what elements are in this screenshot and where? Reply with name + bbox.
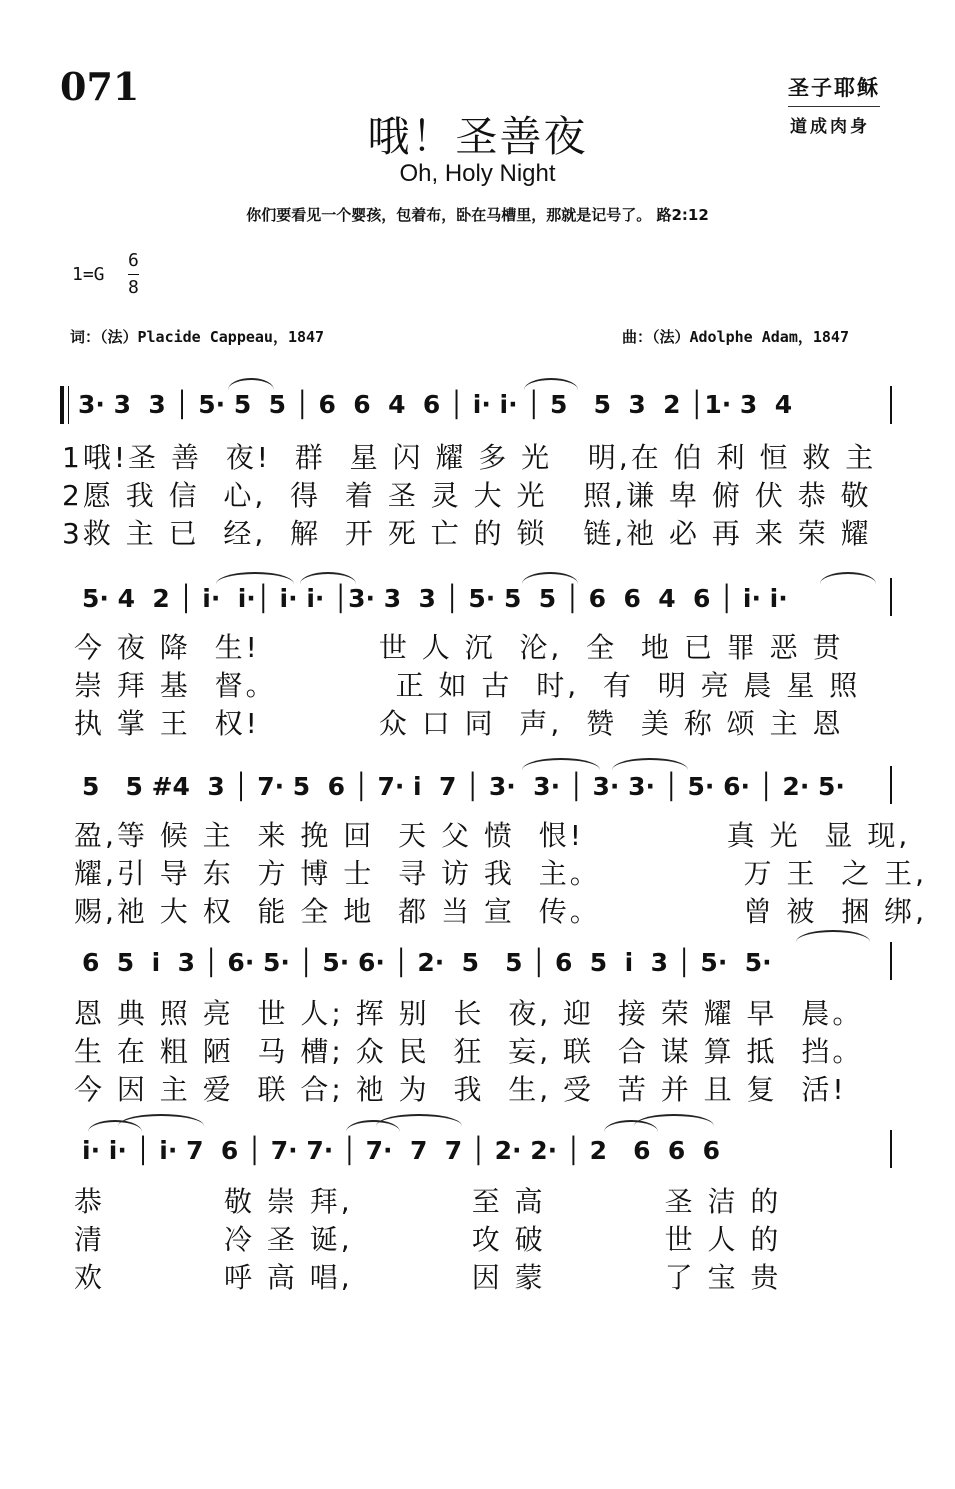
tie-mark (376, 1114, 462, 1126)
notation-row-3: 5 5 #4 3 │ 7· 5 6 │ 7· i 7 │ 3· 3· │ 3· 3· │ 5· 6· │ 2· 5· (82, 772, 845, 801)
tie-mark (300, 572, 356, 584)
lyrics-verse-2: 2愿 我 信 心, 得 着 圣 灵 大 光 照,谦 卑 俯 伏 恭 敬 (62, 479, 872, 512)
hymn-number: 071 (60, 64, 140, 109)
time-signature (128, 248, 139, 301)
tie-mark (820, 572, 876, 584)
repeat-sign (60, 386, 64, 424)
lyrics-verse-3: 执 掌 王 权! 众 口 同 声, 赞 美 称 颂 主 恩 (74, 707, 844, 740)
notation-row-2: 5· 4 2 │ i· i·│ i· i· │3· 3 3 │ 5· 5 5 │ 6 6 4 6 │ i· i· (82, 584, 788, 613)
lyrics-verse-1: 盈,等 候 主 来 挽 回 天 父 愤 恨! 真 光 显 现, (74, 819, 911, 852)
tie-mark (796, 930, 870, 942)
lyrics-verse-3: 3救 主 已 经, 解 开 死 亡 的 锁 链,祂 必 再 来 荣 耀 (62, 517, 872, 550)
barline (890, 386, 892, 424)
lyrics-verse-1: 今 夜 降 生! 世 人 沉 沦, 全 地 已 罪 恶 贯 (74, 631, 844, 664)
notation-row-5: i· i· │ i· 7 6 │ 7· 7· │ 7· 7 7 │ 2· 2· │ 2 6 6 6 (82, 1136, 721, 1165)
tie-mark (524, 378, 578, 390)
tie-mark (118, 1114, 204, 1126)
category-label: 圣子耶稣 (788, 72, 880, 107)
lyrics-verse-3: 今 因 主 爱 联 合; 祂 为 我 生, 受 苦 并 且 复 活! (74, 1073, 847, 1106)
lyrics-verse-1: 恩 典 照 亮 世 人; 挥 别 长 夜, 迎 接 荣 耀 早 晨。 (74, 997, 864, 1030)
tie-mark (522, 572, 578, 584)
repeat-sign-thin (68, 386, 69, 424)
key-signature: 1=G (72, 264, 105, 285)
notation-row-4: 6 5 i 3 │ 6· 5· │ 5· 6· │ 2· 5 5 │ 6 5 i 3 │ 5· 5· (82, 948, 772, 977)
song-title-chinese: 哦！圣善夜 (367, 112, 588, 161)
composer-credit: 曲：（法）Adolphe Adam，1847 (622, 328, 849, 346)
lyrics-verse-2: 耀,引 导 东 方 博 士 寻 访 我 主。 万 王 之 王, (74, 857, 928, 890)
barline (890, 578, 892, 616)
tie-mark (634, 1114, 714, 1126)
scripture-verse: 你们要看见一个婴孩，包着布，卧在马槽里，那就是记号了。 路2:12 (246, 206, 709, 224)
lyrics-verse-2: 生 在 粗 陋 马 槽; 众 民 狂 妄, 联 合 谋 算 抵 挡。 (74, 1035, 864, 1068)
barline (890, 766, 892, 804)
subcategory-label: 道成肉身 (790, 117, 870, 137)
lyricist-credit: 词：（法）Placide Cappeau，1847 (70, 328, 325, 346)
lyrics-verse-3: 赐,祂 大 权 能 全 地 都 当 宣 传。 曾 被 捆 绑, (74, 895, 928, 928)
lyrics-verse-2: 崇 拜 基 督。 正 如 古 时, 有 明 亮 晨 星 照 (74, 669, 861, 702)
barline (890, 1130, 892, 1168)
notation-row-1: 3· 3 3 │ 5· 5 5 │ 6 6 4 6 │ i· i· │ 5 5 3 2 │1· 3 4 (78, 390, 793, 419)
tie-mark (522, 758, 600, 770)
time-numerator: 6 (128, 248, 139, 275)
tie-mark (612, 758, 688, 770)
lyrics-verse-1: 恭 敬 崇 拜, 至 高 圣 洁 的 (74, 1185, 782, 1218)
time-denominator: 8 (128, 277, 139, 298)
lyrics-verse-1: 1哦!圣 善 夜! 群 星 闪 耀 多 光 明,在 伯 利 恒 救 主 (62, 441, 877, 474)
song-title-english: Oh, Holy Night (399, 160, 556, 187)
tie-mark (228, 378, 274, 390)
lyrics-verse-2: 清 冷 圣 诞, 攻 破 世 人 的 (74, 1223, 782, 1256)
barline (890, 942, 892, 980)
tie-mark (216, 572, 294, 584)
lyrics-verse-3: 欢 呼 高 唱, 因 蒙 了 宝 贵 (74, 1261, 782, 1294)
